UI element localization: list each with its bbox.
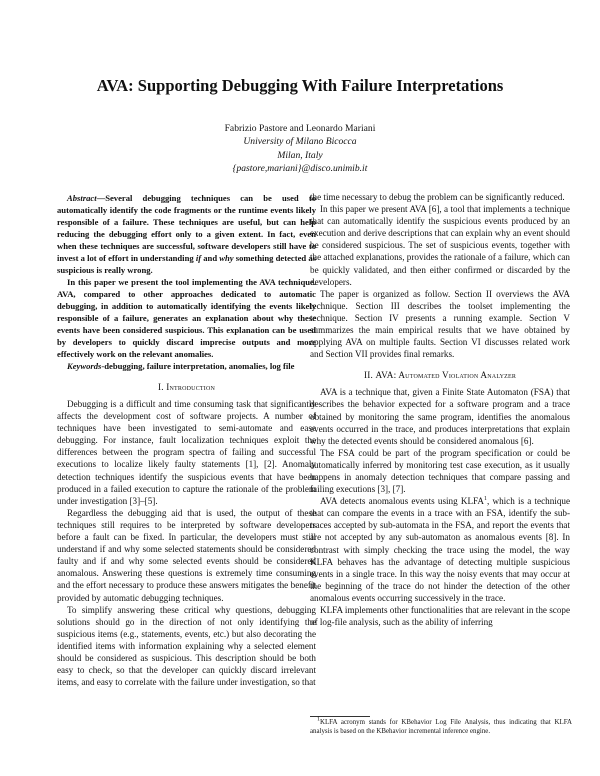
abstract-dash: — <box>96 193 106 203</box>
ava-paragraph-2: The FSA could be part of the program specification or could be automatically inferred by monitoring test case execution, as it usually happens in anomaly detection techniques that compare passing and failing executions [3], [7]. <box>310 447 570 495</box>
abstract-paragraph <box>57 192 316 276</box>
location: Milan, Italy <box>277 149 323 161</box>
left-column <box>57 192 316 688</box>
footnote-mark: 1 <box>317 716 320 723</box>
keywords-paragraph <box>57 360 316 372</box>
author-block <box>100 122 500 175</box>
ava-paragraph-3-a: AVA detects anomalous events using KLFA <box>320 496 485 507</box>
abstract-text-1: Several debugging techniques can be used to automatically identify the code fragments or the runtime events likely responsible of a failure. These techniques are useful, but can help reducing the debugging effort only to a given extent. In fact, even when these techniques are successful, software developers still have to invest a lot of effort in understanding <box>57 193 316 263</box>
abstract-text-2: and <box>201 253 220 263</box>
intro-paragraph-5: The paper is organized as follow. Section II overviews the AVA technique. Section III describes the toolset implementing the technique. Section IV presents a running example. Section V summarizes the main empirical results that we have obtained by applying AVA on multiple faults. Section VI discusses related work and Section VII provides final remarks. <box>310 288 570 360</box>
author-names: Fabrizio Pastore and Leonardo Mariani <box>224 123 376 134</box>
section-heading-introduction <box>57 381 316 393</box>
intro-paragraph-1: Debugging is a difficult and time consuming task that significantly affects the development cost of software projects. A number of techniques have been investigated to semi-automate and ease debugging. For instance, fault localization techniques exploit the differences between the program spectra of failing and successful executions to localize likely faulty statements [1], [2]. Anomaly detection techniques identify the suspicious events that have been produced in a failed execution to capture the rationale of the problem under investigation [3]–[5]. <box>57 399 316 506</box>
abstract-em-if: if <box>195 253 202 263</box>
footnote-text: KLFA acronym stands for KBehavior Log File Analysis, thus indicating that KLFA analysis is based on the KBehavior incremental inference engine. <box>310 719 572 736</box>
section-1-title: Introduction <box>166 382 216 392</box>
intro-paragraph-3: To simplify answering these critical why questions, debugging solutions should go in the direction of not only identifying the suspicious items (e.g., statements, events, etc.) but also decorating the identified items with information explaining why a selected element should be considered as suspicious. This description should be both easy to check, so that the developer can quickly discard irrelevant items, and easy to correlate with the failure under investigation, so that <box>57 604 316 688</box>
paper-title: AVA: Supporting Debugging With Failure Interpretations <box>96 76 504 95</box>
abstract-em-why: why <box>219 253 234 263</box>
ava-paragraph-1: AVA is a technique that, given a Finite State Automaton (FSA) that describes the behavior expected for a software program and a trace obtained by monitoring the same program, identifies the anomalous events occurred in the trace, and produces interpretations that explain why the detected events should be considered anomalous [6]. <box>310 387 570 446</box>
author-email: {pastore,mariani}@disco.unimib.it <box>232 162 368 174</box>
keywords-label: Keywords <box>67 361 102 371</box>
section-heading-ava <box>310 369 570 381</box>
intro-paragraph-4: In this paper we present AVA [6], a tool that implements a technique that can automatically identify the suspicious events produced by an execution and derive descriptions that can explain why an event should be considered suspicious. The set of suspicious events, together with the attached explanations, provides the rationale of a failure, which can be quickly validated, and then either confirmed or discarded by the developers. <box>310 204 570 287</box>
footnote <box>310 718 572 737</box>
intro-paragraph-2: Regardless the debugging aid that is used, the output of these techniques still requires to be interpreted by software developers before a fault can be fixed. In particular, the developers must still understand if and why some selected statements should be considered faulty and if and why some selected events should be considered anomalous. Answering these questions is extremely time consuming and the effort necessary to produce these answers mitigates the benefit provided by automatic debugging techniques. <box>57 507 316 603</box>
abstract-paragraph-2: In this paper we present the tool implementing the AVA technique. AVA, compared to other approaches dedicated to automatic debugging, in addition to automatically identifying the events likely responsible of a failure, generates an explanation about why these events have been considered suspicious. This explanation can be used by developers to quickly discard imprecise outputs and more effectively work on the relevant anomalies. <box>57 277 316 359</box>
abstract-text-3: something detected as suspicious is really wrong. <box>57 253 316 275</box>
right-column <box>310 191 570 628</box>
ava-paragraph-4: KLFA implements other functionalities that are relevant in the scope of log-file analysis, such as the ability of inferring <box>310 605 570 628</box>
ava-paragraph-3-b: , which is a technique that can compare the events in a trace with an FSA, identify the sub-traces accepted by sub-automata in the FSA, and report the events that are not accepted by any sub-automaton as anomalous events [8]. In contrast with simply checking the trace using the model, the way KLFA behaves has the advantage of detecting multiple suspicious events in a single trace. In this way the noisy events that may occur at the beginning of the trace do not hinder the detection of the other anomalous events occurring successively in the trace. <box>310 496 570 603</box>
ava-paragraph-3 <box>310 495 570 604</box>
intro-paragraph-3-continued: the time necessary to debug the problem can be significantly reduced. <box>310 192 565 202</box>
affiliation: University of Milano Bicocca <box>243 136 357 148</box>
keywords-text: -debugging, failure interpretation, anomalies, log file <box>101 361 295 371</box>
abstract-label: Abstract <box>67 193 97 203</box>
section-2-number: II. <box>363 370 376 381</box>
footnote-ref: 1 <box>484 496 488 503</box>
section-1-number: I. <box>157 382 167 392</box>
section-2-title: AVA: Automated Violation Analyzer <box>375 370 517 381</box>
